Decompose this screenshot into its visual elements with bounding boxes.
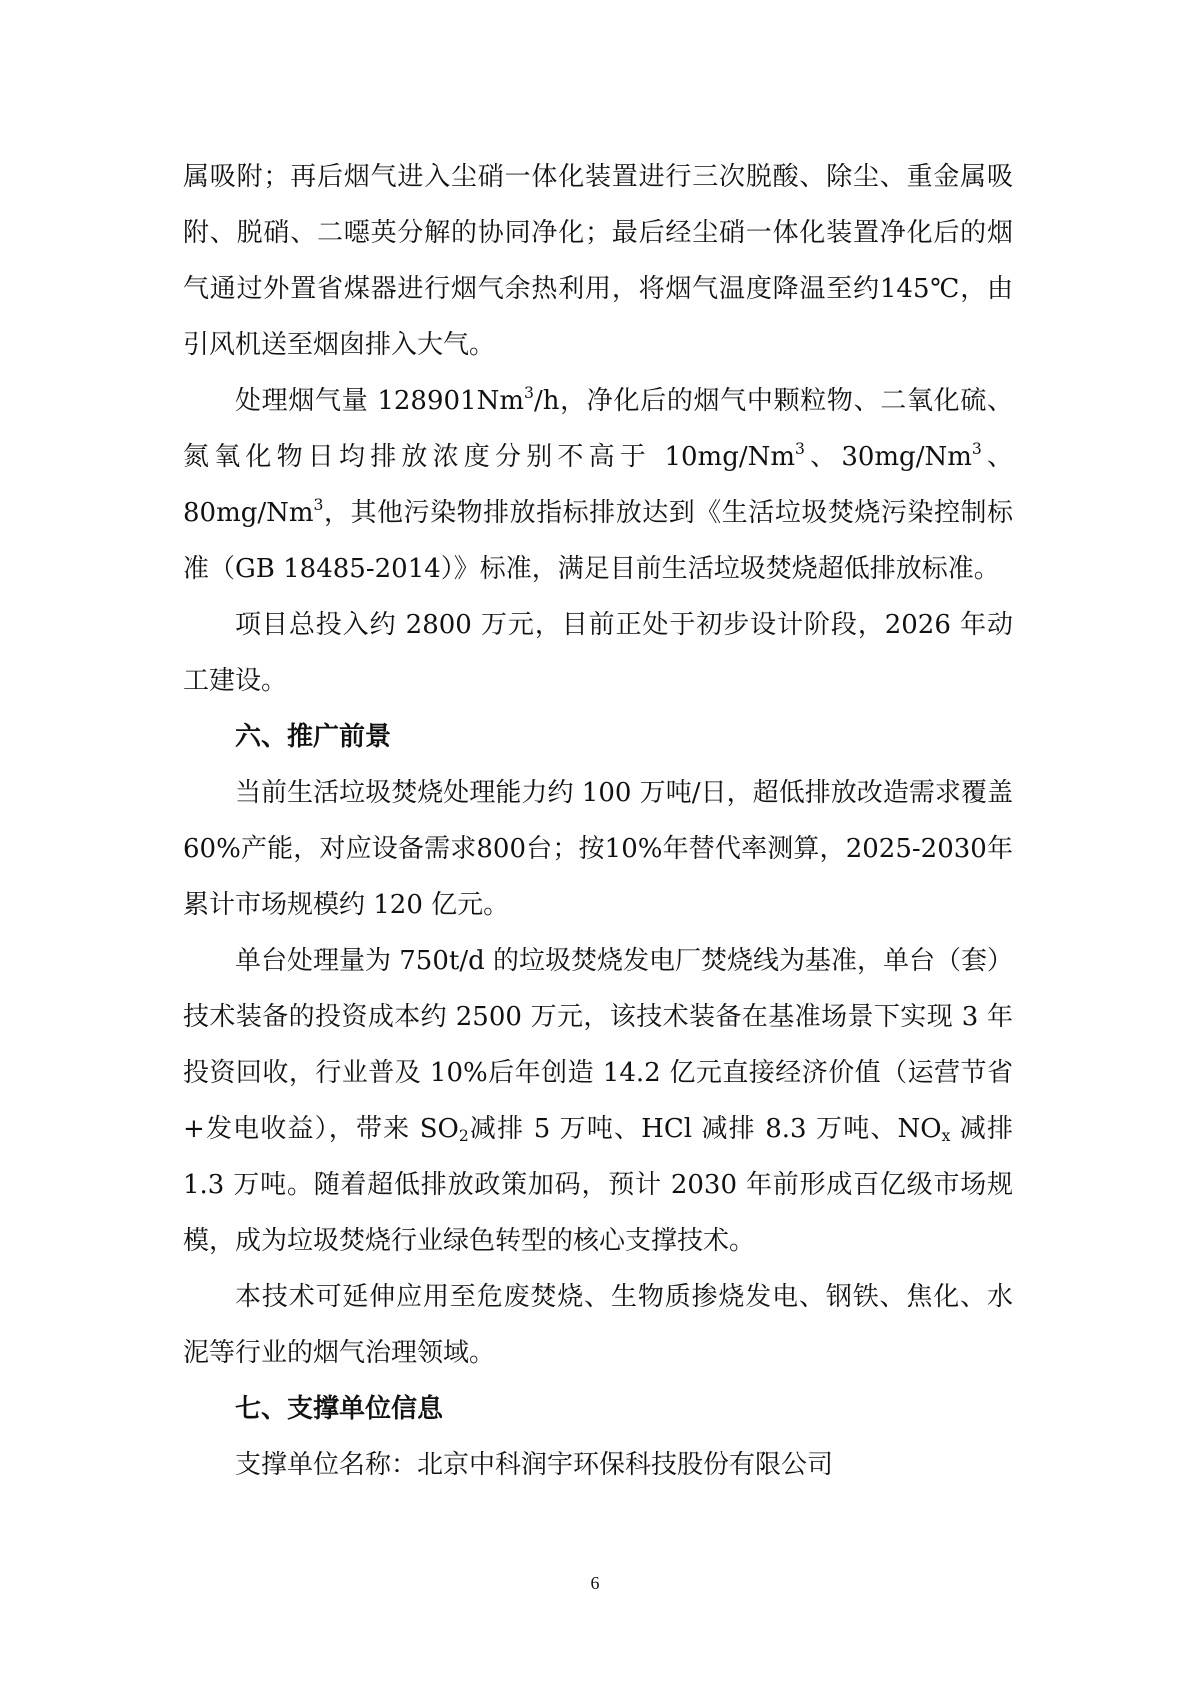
- subscript: x: [941, 1126, 951, 1145]
- text-segment: 减排 5 万吨、HCl 减排 8.3 万吨、NO: [468, 1114, 942, 1144]
- text-segment: ，其他污染物排放指标排放达到《生活垃圾焚烧污染控制标准（GB 18485-2014）》标准，满足目前生活垃圾焚烧超低排放标准。: [183, 498, 1013, 584]
- paragraph-emission-concentration: [183, 373, 1013, 597]
- superscript: 3: [971, 440, 982, 459]
- text-segment: 、80mg/Nm: [183, 442, 1013, 528]
- paragraph-investment: 项目总投入约 2800 万元，目前正处于初步设计阶段，2026 年动工建设。: [183, 610, 1013, 696]
- text-segment: 处理烟气量 128901Nm: [235, 386, 525, 416]
- superscript: 3: [524, 384, 534, 403]
- paragraph-flue-gas-process: 属吸附；再后烟气进入尘硝一体化装置进行三次脱酸、除尘、重金属吸附、脱硝、二噁英分解的协同净化；最后经尘硝一体化装置净化后的烟气通过外置省煤器进行烟气余热利用，将烟气温度降温至约145℃，由引风机送至烟囱排入大气。: [183, 162, 1013, 360]
- paragraph-supporting-unit-name: 支撑单位名称：北京中科润宇环保科技股份有限公司: [235, 1450, 834, 1480]
- subscript: 2: [458, 1126, 469, 1145]
- document-body: [183, 149, 1013, 1493]
- superscript: 3: [313, 496, 324, 515]
- superscript: 3: [795, 440, 805, 459]
- paragraph-application-fields: 本技术可延伸应用至危废焚烧、生物质掺烧发电、钢铁、焦化、水泥等行业的烟气治理领域。: [183, 1282, 1013, 1368]
- text-segment: 、30mg/Nm: [804, 442, 972, 472]
- section-heading-supporting-unit: 七、支撑单位信息: [235, 1394, 444, 1424]
- text-segment: 减排 1.3 万吨。随着超低排放政策加码，预计 2030 年前形成百亿级市场规模，成为垃圾焚烧行业绿色转型的核心支撑技术。: [183, 1114, 1013, 1256]
- page-number: 6: [590, 1573, 600, 1593]
- paragraph-economic-value: [183, 933, 1013, 1269]
- paragraph-market-size: 当前生活垃圾焚烧处理能力约 100 万吨/日，超低排放改造需求覆盖60%产能，对应设备需求800台；按10%年替代率测算，2025-2030年累计市场规模约 120 亿元。: [183, 778, 1013, 920]
- text-segment: /h，净化后的烟气中颗粒物、二氧化硫、氮氧化物日均排放浓度分别不高于 10mg/Nm: [183, 386, 1014, 472]
- section-heading-promotion-prospects: 六、推广前景: [235, 722, 392, 752]
- text-segment: 单台处理量为 750t/d 的垃圾焚烧发电厂焚烧线为基准，单台（套）技术装备的投资成本约 2500 万元，该技术装备在基准场景下实现 3 年投资回收，行业普及 10%后年创造 14.2 亿元直接经济价值（运营节省+发电收益），带来 SO: [183, 946, 1014, 1144]
